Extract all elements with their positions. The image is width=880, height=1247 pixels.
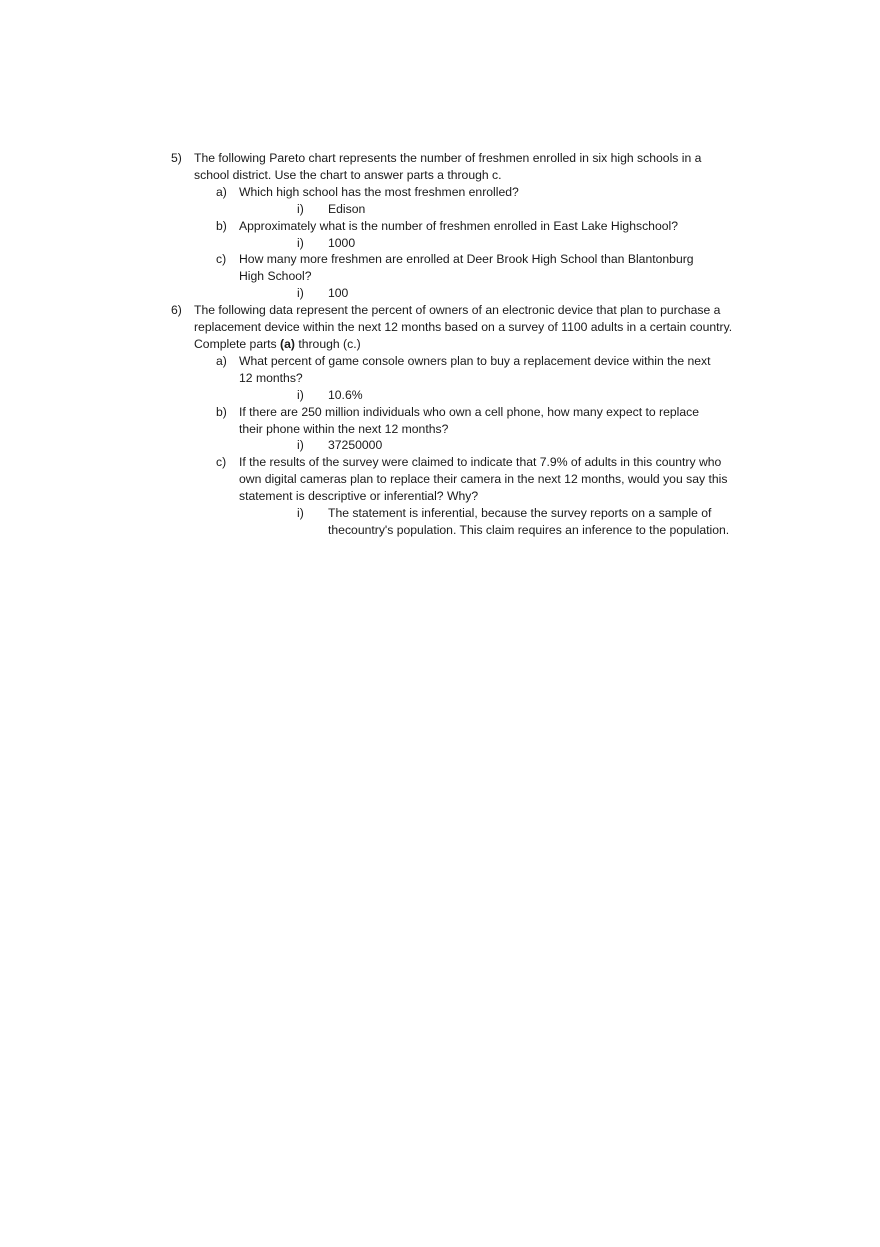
answer-text: 100	[328, 286, 349, 301]
question-number: 5)	[171, 151, 182, 165]
answer	[239, 437, 737, 454]
question-5-part-c	[0, 251, 734, 302]
part-letter: a)	[216, 353, 227, 368]
part-b	[194, 404, 737, 455]
answer-text	[328, 505, 748, 539]
question-5-part-a	[0, 184, 734, 218]
part-a	[194, 353, 737, 404]
part-c	[194, 454, 737, 539]
answer-text: 10.6%	[328, 387, 363, 402]
answer	[239, 201, 737, 218]
answer-text: 1000	[328, 235, 356, 250]
part-letter: c)	[216, 455, 227, 470]
answer	[239, 235, 737, 252]
answer	[239, 387, 737, 404]
part-text: If the results of the survey were claimed to indicate that 7.9% of adults in this country who own digital cameras plan to replace their camera in the next 12 months, would you say this statement is descriptive or inferential? Why?	[239, 455, 728, 504]
part-a	[194, 184, 737, 218]
question-text-start: The following data represent the percent of owners of an electronic device that plan to purchase a replacement device within the next 12 months based on a survey of 1100 adults in a certain country. Complete parts	[194, 303, 733, 351]
answer-marker: i)	[297, 387, 304, 402]
answer-marker: i)	[297, 235, 304, 250]
question-text: The following Pareto chart represents the number of freshmen enrolled in six high schools in a school district. Use the chart to answer parts a through c.	[194, 151, 702, 182]
answer-text: Edison	[328, 201, 366, 216]
question-6-part-b	[0, 404, 734, 455]
answer-line-1: The statement is inferential, because the survey reports on a sample of	[328, 506, 712, 521]
question-6-part-a	[0, 353, 734, 404]
part-letter: c)	[216, 252, 227, 267]
answer	[239, 285, 737, 302]
part-text: What percent of game console owners plan to buy a replacement device within the next 12 months?	[239, 353, 711, 385]
answer-marker: i)	[297, 506, 304, 521]
document-page	[0, 150, 880, 539]
part-letter: b)	[216, 218, 227, 233]
answer-marker: i)	[297, 438, 304, 453]
part-letter: b)	[216, 404, 227, 419]
answer-marker: i)	[297, 201, 304, 216]
part-letter: a)	[216, 184, 227, 199]
question-number: 6)	[171, 303, 182, 318]
part-text: If there are 250 million individuals who own a cell phone, how many expect to replace their phone within the next 12 months?	[239, 404, 700, 436]
question-text-end: through (c.)	[294, 336, 361, 351]
part-b	[194, 218, 737, 252]
question-text-bold: (a)	[280, 336, 295, 351]
question-6	[0, 302, 734, 353]
part-text: Which high school has the most freshmen enrolled?	[239, 184, 519, 199]
answer-marker: i)	[297, 286, 304, 301]
answer-line-2: thecountry's population. This claim requires an inference to the population.	[328, 522, 730, 537]
answer-text: 37250000	[328, 438, 383, 453]
part-c	[194, 251, 737, 302]
part-text: How many more freshmen are enrolled at Deer Brook High School than Blantonburg High School?	[239, 252, 694, 284]
part-text: Approximately what is the number of freshmen enrolled in East Lake Highschool?	[239, 218, 678, 233]
question-6-part-c	[0, 454, 734, 539]
answer	[239, 505, 737, 539]
question-5	[0, 150, 734, 184]
question-5-part-b	[0, 218, 734, 252]
question-text	[194, 302, 734, 353]
